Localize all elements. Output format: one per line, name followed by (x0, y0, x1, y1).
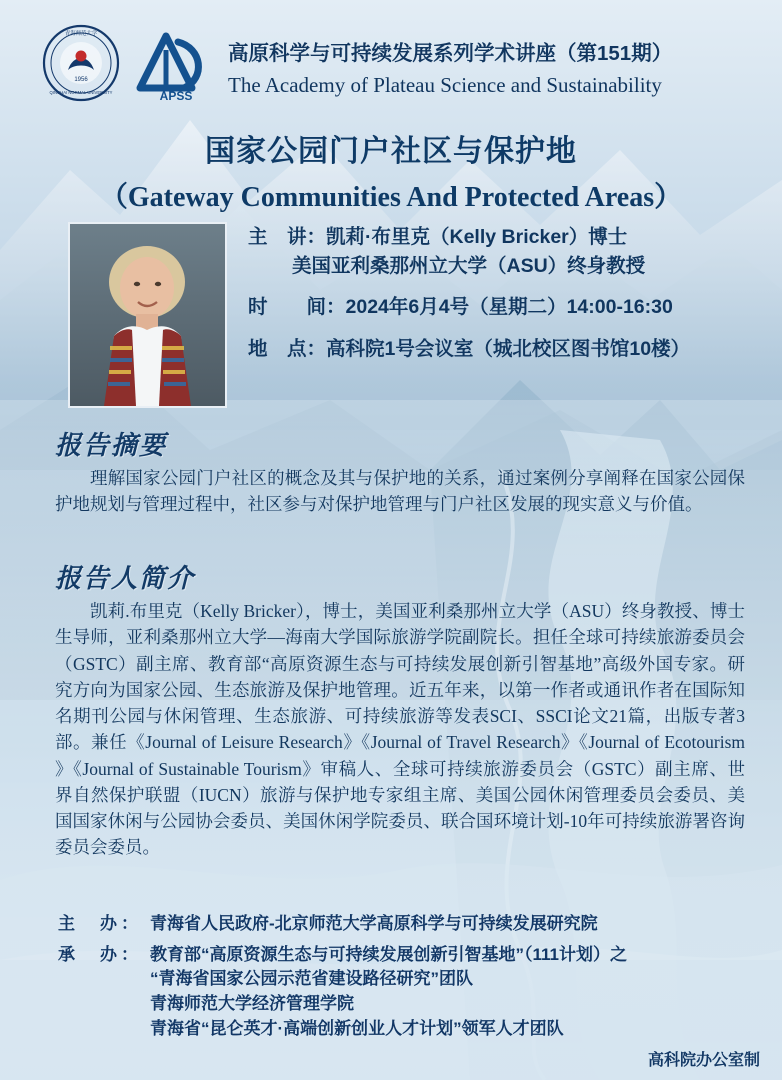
title-block (0, 126, 782, 215)
sponsor-row (58, 943, 758, 1042)
svg-text:APSS: APSS (159, 89, 193, 102)
page-title-en: （Gateway Communities And Protected Areas） (99, 182, 683, 213)
sponsor-line: 教育部“高原资源生态与可持续发展创新引智基地”（111计划）之 (150, 944, 627, 964)
host-value: 青海省人民政府-北京师范大学高原科学与可持续发展研究院 (150, 914, 598, 933)
poster-header (0, 0, 782, 112)
time-value: 2024年6月4号（星期二）14:00-16:30 (345, 296, 673, 318)
svg-text:青海师范大学: 青海师范大学 (64, 31, 98, 37)
series-title-cn: 高原科学与可持续发展系列学术讲座（第151期） (228, 42, 673, 65)
sponsor-line: 青海省“昆仑英才·高端创新创业人才计划”领军人才团队 (150, 1018, 564, 1038)
bio-heading: 报告人简介 (55, 563, 196, 593)
time-label: 时 间： (248, 296, 346, 318)
svg-text:1956: 1956 (74, 77, 88, 83)
header-text-group (228, 36, 768, 98)
speaker-row (248, 228, 768, 248)
host-row (58, 912, 758, 937)
sponsor-value (150, 943, 758, 1042)
speaker-label: 主 讲： (248, 226, 327, 248)
apss-logo-icon (132, 26, 216, 102)
page-title-cn: 国家公园门户社区与保护地 (205, 135, 577, 168)
svg-text:QINGHAI NORMAL UNIVERSITY: QINGHAI NORMAL UNIVERSITY (49, 90, 113, 95)
bio-text: 凯莉.布里克（Kelly Bricker），博士，美国亚利桑那州立大学（ASU）终身教授、博士生导师，亚利桑那州立大学—海南大学国际旅游学院副院长。担任全球可持续旅游委员会（GSTC）副主席、教育部“高原资源生态与可持续发展创新引智基地”高级外国专家。研究方向为国家公园、生态旅游及保护地管理。近五年来，以第一作者或通讯作者在国际知名期刊公园与休闲管理、生态旅游、可持续旅游等发表SCI、SSCI论文21篇，出版专著3部。兼任《Journal of Leisure Research》《Journal of Travel Research》《Journal of Ecotourism 》《Journal of Sustainable Tourism》审稿人、全球可持续旅游委员会（GSTC）副主席、世界自然保护联盟（IUCN）旅游与保护地专家组主席、美国公园休闲管理委员会委员、美国国家休闲与公园协会委员、美国休闲学院委员、联合国环境计划-10年可持续旅游署咨询委员会委员。 (55, 601, 745, 858)
host-label: 主 办： (58, 914, 142, 933)
time-row (248, 298, 768, 318)
footer-note: 高科院办公室制 (647, 1052, 760, 1069)
speaker-photo (68, 222, 227, 408)
organiser-block (58, 912, 758, 1047)
sponsor-label: 承 办： (58, 944, 142, 964)
place-label: 地 点： (248, 337, 327, 360)
speaker-affiliation-row: 美国亚利桑那州立大学（ASU）终身教授 (292, 254, 646, 277)
series-title-en: The Academy of Plateau Science and Sustainability (228, 73, 662, 97)
speaker-value: 凯莉·布里克（Kelly Bricker）博士 (326, 226, 628, 248)
sponsor-line: “青海省国家公园示范省建设路径研究”团队 (150, 969, 473, 989)
abstract-heading: 报告摘要 (55, 430, 168, 460)
sponsor-line: 青海师范大学经济管理学院 (150, 993, 354, 1013)
place-value: 高科院1号会议室（城北校区图书馆10楼） (326, 337, 691, 360)
place-row (248, 337, 768, 360)
qinghai-normal-university-logo-icon (42, 24, 120, 102)
event-info-block (248, 228, 768, 359)
abstract-text: 理解国家公园门户社区的概念及其与保护地的关系，通过案例分享阐释在国家公园保护地规划与管理过程中，社区参与对保护地管理与门户社区发展的现实意义与价值。 (55, 468, 745, 514)
